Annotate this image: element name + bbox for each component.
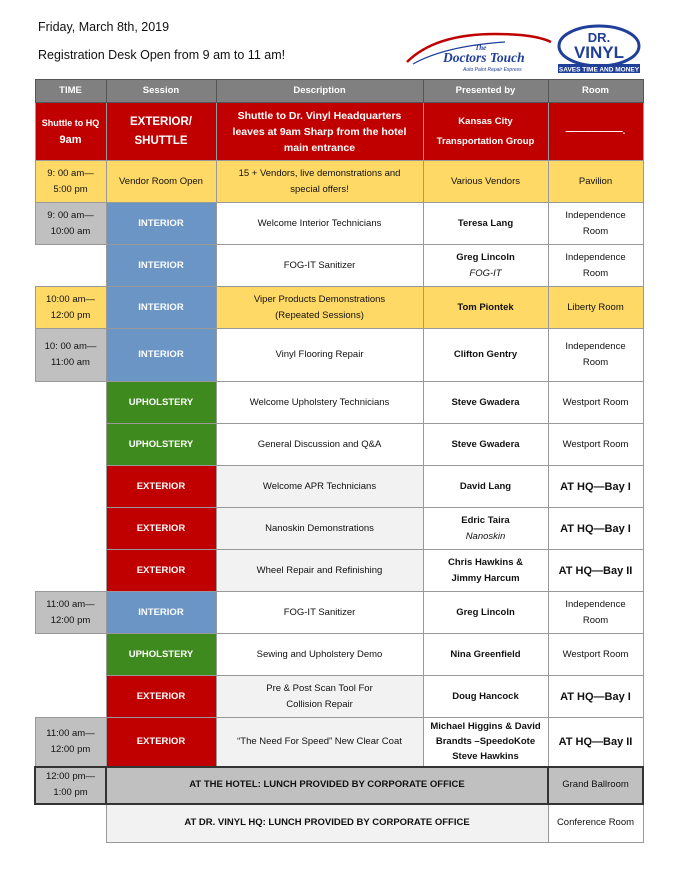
room-cell: Westport Room	[548, 424, 643, 466]
description-cell: Vinyl Flooring Repair	[216, 329, 423, 382]
room-cell: Grand Ballroom	[548, 767, 643, 804]
logo-left-line2: Doctors Touch	[443, 50, 525, 65]
table-header	[35, 80, 643, 103]
registration-note: Registration Desk Open from 9 am to 11 am!	[38, 48, 286, 62]
table-row	[35, 508, 643, 550]
time-cell	[35, 424, 106, 466]
presenter-cell: Kansas City Transportation Group	[423, 103, 548, 161]
session-cell: Vendor Room Open	[106, 161, 216, 203]
presenter-cell: Greg Lincoln	[423, 592, 548, 634]
table-row	[35, 287, 643, 329]
presenter-cell: Nina Greenfield	[423, 634, 548, 676]
description-cell: 15 + Vendors, live demonstrations and special offers!	[216, 161, 423, 203]
session-cell: EXTERIOR	[106, 676, 216, 718]
room-cell: Independence Room	[548, 592, 643, 634]
session-cell: EXTERIOR	[106, 718, 216, 767]
room-cell: Conference Room	[548, 804, 643, 843]
lunch-hotel-cell: AT THE HOTEL: LUNCH PROVIDED BY CORPORATE OFFICE	[106, 767, 548, 804]
table-row	[35, 245, 643, 287]
room-cell: ——————.	[548, 103, 643, 161]
presenter-cell: Edric Taira Nanoskin	[423, 508, 548, 550]
column-header-presenter: Presented by	[423, 80, 548, 103]
time-cell: 10: 00 am— 11:00 am	[35, 329, 106, 382]
table-row	[35, 550, 643, 592]
column-header-session: Session	[106, 80, 216, 103]
session-cell: UPHOLSTERY	[106, 424, 216, 466]
time-cell: 11:00 am— 12:00 pm	[35, 592, 106, 634]
session-cell: EXTERIOR	[106, 550, 216, 592]
room-cell: Independence Room	[548, 245, 643, 287]
time-cell	[35, 245, 106, 287]
description-cell: Pre & Post Scan Tool For Collision Repair	[216, 676, 423, 718]
session-cell: EXTERIOR/ SHUTTLE	[106, 103, 216, 161]
table-row	[35, 161, 643, 203]
description-cell: Viper Products Demonstrations (Repeated Sessions)	[216, 287, 423, 329]
description-cell: Wheel Repair and Refinishing	[216, 550, 423, 592]
description-cell: Nanoskin Demonstrations	[216, 508, 423, 550]
room-cell: AT HQ—Bay II	[548, 550, 643, 592]
dr-vinyl-logo	[556, 24, 642, 74]
room-cell: AT HQ—Bay I	[548, 466, 643, 508]
session-cell: UPHOLSTERY	[106, 634, 216, 676]
table-row	[35, 466, 643, 508]
schedule-date: Friday, March 8th, 2019	[38, 20, 170, 34]
logo-right-line1: DR.	[587, 30, 611, 45]
time-cell: 12:00 pm— 1:00 pm	[35, 767, 106, 804]
presenter-cell: Clifton Gentry	[423, 329, 548, 382]
description-cell: “The Need For Speed” New Clear Coat	[216, 718, 423, 767]
room-cell: Independence Room	[548, 329, 643, 382]
logo-left-line1: The	[475, 44, 487, 52]
description-cell: Sewing and Upholstery Demo	[216, 634, 423, 676]
session-cell: INTERIOR	[106, 329, 216, 382]
time-cell: 10:00 am— 12:00 pm	[35, 287, 106, 329]
table-row	[35, 329, 643, 382]
room-cell: AT HQ—Bay I	[548, 676, 643, 718]
presenter-cell: David Lang	[423, 466, 548, 508]
room-cell: Independence Room	[548, 203, 643, 245]
logo-left-tagline: Auto Paint Repair Express	[463, 67, 522, 73]
lunch-hq-cell: AT DR. VINYL HQ: LUNCH PROVIDED BY CORPORATE OFFICE	[106, 804, 548, 843]
description-cell: Welcome Upholstery Technicians	[216, 382, 423, 424]
presenter-cell: Doug Hancock	[423, 676, 548, 718]
time-cell: 9: 00 am— 5:00 pm	[35, 161, 106, 203]
session-cell: EXTERIOR	[106, 508, 216, 550]
table-row	[35, 103, 643, 161]
time-cell	[35, 382, 106, 424]
time-cell: 9: 00 am— 10:00 am	[35, 203, 106, 245]
time-cell	[35, 676, 106, 718]
table-row	[35, 804, 643, 843]
time-cell: 11:00 am— 12:00 pm	[35, 718, 106, 767]
time-cell: Shuttle to HQ 9am	[35, 103, 106, 161]
room-cell: Liberty Room	[548, 287, 643, 329]
session-cell: INTERIOR	[106, 203, 216, 245]
session-cell: EXTERIOR	[106, 466, 216, 508]
table-row	[35, 718, 643, 767]
logo-right-line2: VINYL	[573, 43, 625, 62]
column-header-description: Description	[216, 80, 423, 103]
table-row	[35, 592, 643, 634]
time-cell	[35, 550, 106, 592]
table-row	[35, 424, 643, 466]
logo-right-tagline: SAVES TIME AND MONEY	[558, 66, 640, 74]
table-row	[35, 634, 643, 676]
presenter-cell: Chris Hawkins & Jimmy Harcum	[423, 550, 548, 592]
session-cell: INTERIOR	[106, 287, 216, 329]
schedule-table	[34, 79, 644, 843]
description-cell: Shuttle to Dr. Vinyl Headquarters leaves at 9am Sharp from the hotel main entrance	[216, 103, 423, 161]
description-cell: Welcome Interior Technicians	[216, 203, 423, 245]
doctors-touch-logo	[405, 28, 553, 76]
description-cell: FOG-IT Sanitizer	[216, 245, 423, 287]
presenter-cell: Teresa Lang	[423, 203, 548, 245]
session-cell: UPHOLSTERY	[106, 382, 216, 424]
table-row	[35, 676, 643, 718]
table-row	[35, 382, 643, 424]
session-cell: INTERIOR	[106, 592, 216, 634]
room-cell: Westport Room	[548, 634, 643, 676]
presenter-cell: Steve Gwadera	[423, 382, 548, 424]
presenter-cell: Tom Piontek	[423, 287, 548, 329]
table-row	[35, 767, 643, 804]
room-cell: AT HQ—Bay I	[548, 508, 643, 550]
description-cell: FOG-IT Sanitizer	[216, 592, 423, 634]
time-cell	[35, 804, 106, 843]
description-cell: General Discussion and Q&A	[216, 424, 423, 466]
description-cell: Welcome APR Technicians	[216, 466, 423, 508]
room-cell: Westport Room	[548, 382, 643, 424]
presenter-cell: Michael Higgins & David Brandts –SpeedoKote Steve Hawkins	[423, 718, 548, 767]
presenter-cell: Various Vendors	[423, 161, 548, 203]
room-cell: AT HQ—Bay II	[548, 718, 643, 767]
room-cell: Pavilion	[548, 161, 643, 203]
presenter-cell: Greg Lincoln FOG-IT	[423, 245, 548, 287]
column-header-room: Room	[548, 80, 643, 103]
table-row	[35, 203, 643, 245]
presenter-cell: Steve Gwadera	[423, 424, 548, 466]
time-cell	[35, 508, 106, 550]
column-header-time: TIME	[35, 80, 106, 103]
time-cell	[35, 466, 106, 508]
time-cell	[35, 634, 106, 676]
session-cell: INTERIOR	[106, 245, 216, 287]
